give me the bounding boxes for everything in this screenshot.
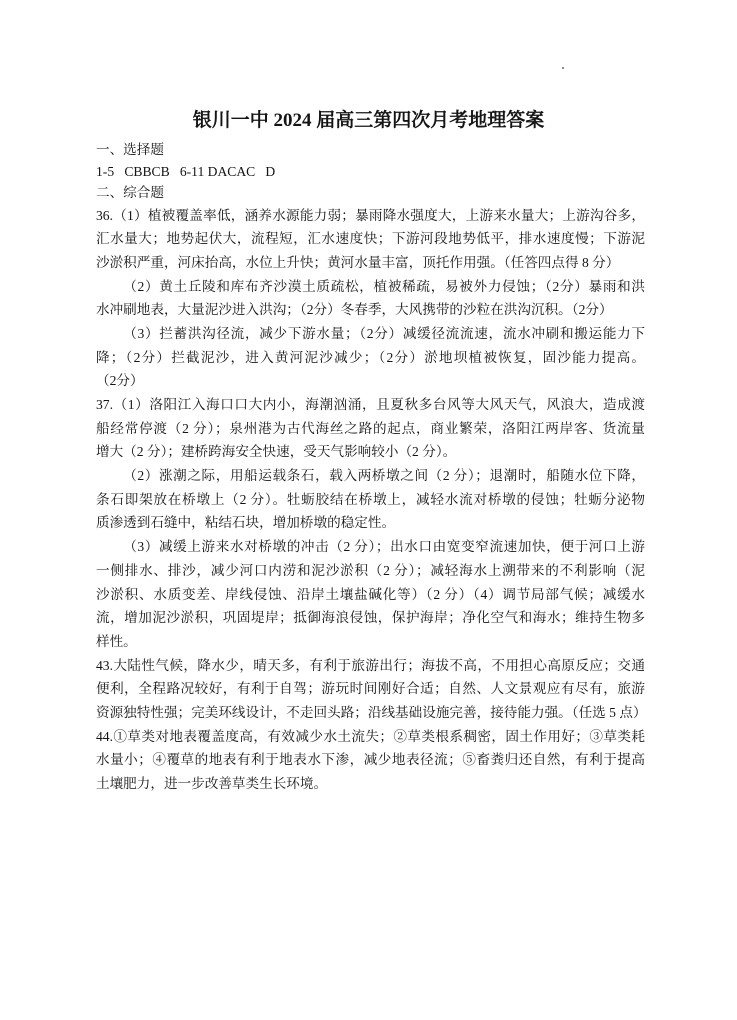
answer-line: 36.（1）植被覆盖率低，涵养水源能力弱；暴雨降水强度大，上游来水量大；上游沟谷多， [96,207,645,223]
answer-line: 资源独特性强；完美环线设计，不走回头路；沿线基础设施完善，接待能力强。（任选 5 点） [96,704,647,720]
answer-line: 一侧排水、排沙，减少河口内涝和泥沙淤积（2 分）；减轻海水上溯带来的不利影响（泥 [96,562,645,578]
answer-line: 船经常停渡（2 分）；泉州港为古代海丝之路的起点，商业繁荣，洛阳江两岸客、货流量 [96,420,645,436]
answer-line: 汇水量大；地势起伏大，流程短，汇水速度快；下游河段地势低平，排水速度慢；下游泥 [96,231,645,247]
page-title: 银川一中 2024 届高三第四次月考地理答案 [192,110,545,131]
answer-line: 沙淤积、水质变差、岸线侵蚀、沿岸土壤盐碱化等）（2 分）（4）调节局部气候；减缓水 [96,586,645,602]
section-heading-multiple-choice: 一、选择题 [96,142,164,157]
answer-line: （3）拦蓄洪沟径流，减少下游水量；（2分）减缓径流流速，流水冲刷和搬运能力下 [123,325,645,341]
answer-content [96,139,645,796]
answer-line: 便利，全程路况较好，有利于自驾；游玩时间刚好合适；自然、人文景观应有尽有，旅游 [96,681,645,697]
answer-line: 流，增加泥沙淤积，巩固堤岸；抵御海浪侵蚀，保护海岸；净化空气和海水；维持生物多 [96,610,645,626]
answer-line: 样性。 [96,633,137,649]
answer-line: （2分） [96,373,144,389]
answer-37 [96,393,645,654]
answer-line: 条石即架放在桥墩上（2 分）。牡蛎胶结在桥墩上，减轻水流对桥墩的侵蚀；牡蛎分泌物 [96,491,645,507]
scan-dot [562,67,564,69]
section-heading-comprehensive: 二、综合题 [96,185,164,200]
answer-line: 水量小；④覆草的地表有利于地表水下渗，减少地表径流；⑤畜粪归还自然，有利于提高 [96,752,645,768]
answer-44 [96,725,645,796]
answer-line: 水冲刷地表，大量泥沙进入洪沟；（2分）冬春季，大风携带的沙粒在洪沟沉积。（2分） [96,302,613,318]
answer-line: 增大（2 分）；建桥跨海安全快速，受天气影响较小（2 分）。 [96,444,457,460]
answer-line: （2）涨潮之际，用船运载条石，载入两桥墩之间（2 分）；退潮时，船随水位下降， [123,468,645,484]
answer-line: 沙淤积严重，河床抬高，水位上升快；黄河水量丰富，顶托作用强。（任答四点得 8 分） [96,254,620,270]
answer-line: 降；（2分）拦截泥沙，进入黄河泥沙减少；（2分）淤地坝植被恢复，固沙能力提高。 [96,349,645,365]
answer-line: （2）黄土丘陵和库布齐沙漠土质疏松，植被稀疏，易被外力侵蚀；（2分）暴雨和洪 [123,278,645,294]
answer-line: 44.①草类对地表覆盖度高，有效减少水土流失；②草类根系稠密，固土作用好；③草类耗 [96,728,645,744]
answer-43 [96,654,645,725]
answer-line: 37.（1）洛阳江入海口口大内小，海潮汹涌，且夏秋多台风等大风天气，风浪大，造成渡 [96,397,645,412]
answer-36 [96,204,645,394]
answer-line: 土壤肥力，进一步改善草类生长环境。 [96,776,328,791]
answer-line: 质渗透到石缝中，粘结石块，增加桥墩的稳定性。 [96,515,396,531]
answer-line: 43.大陆性气候，降水少，晴天多，有利于旅游出行；海拔不高，不用担心高原反应；交通 [96,657,645,673]
multiple-choice-answers: 1-5 CBBCB 6-11 DACAC D [96,163,276,179]
answer-line: （3）减缓上游来水对桥墩的冲击（2 分）；出水口由宽变窄流速加快，便于河口上游 [123,539,645,555]
